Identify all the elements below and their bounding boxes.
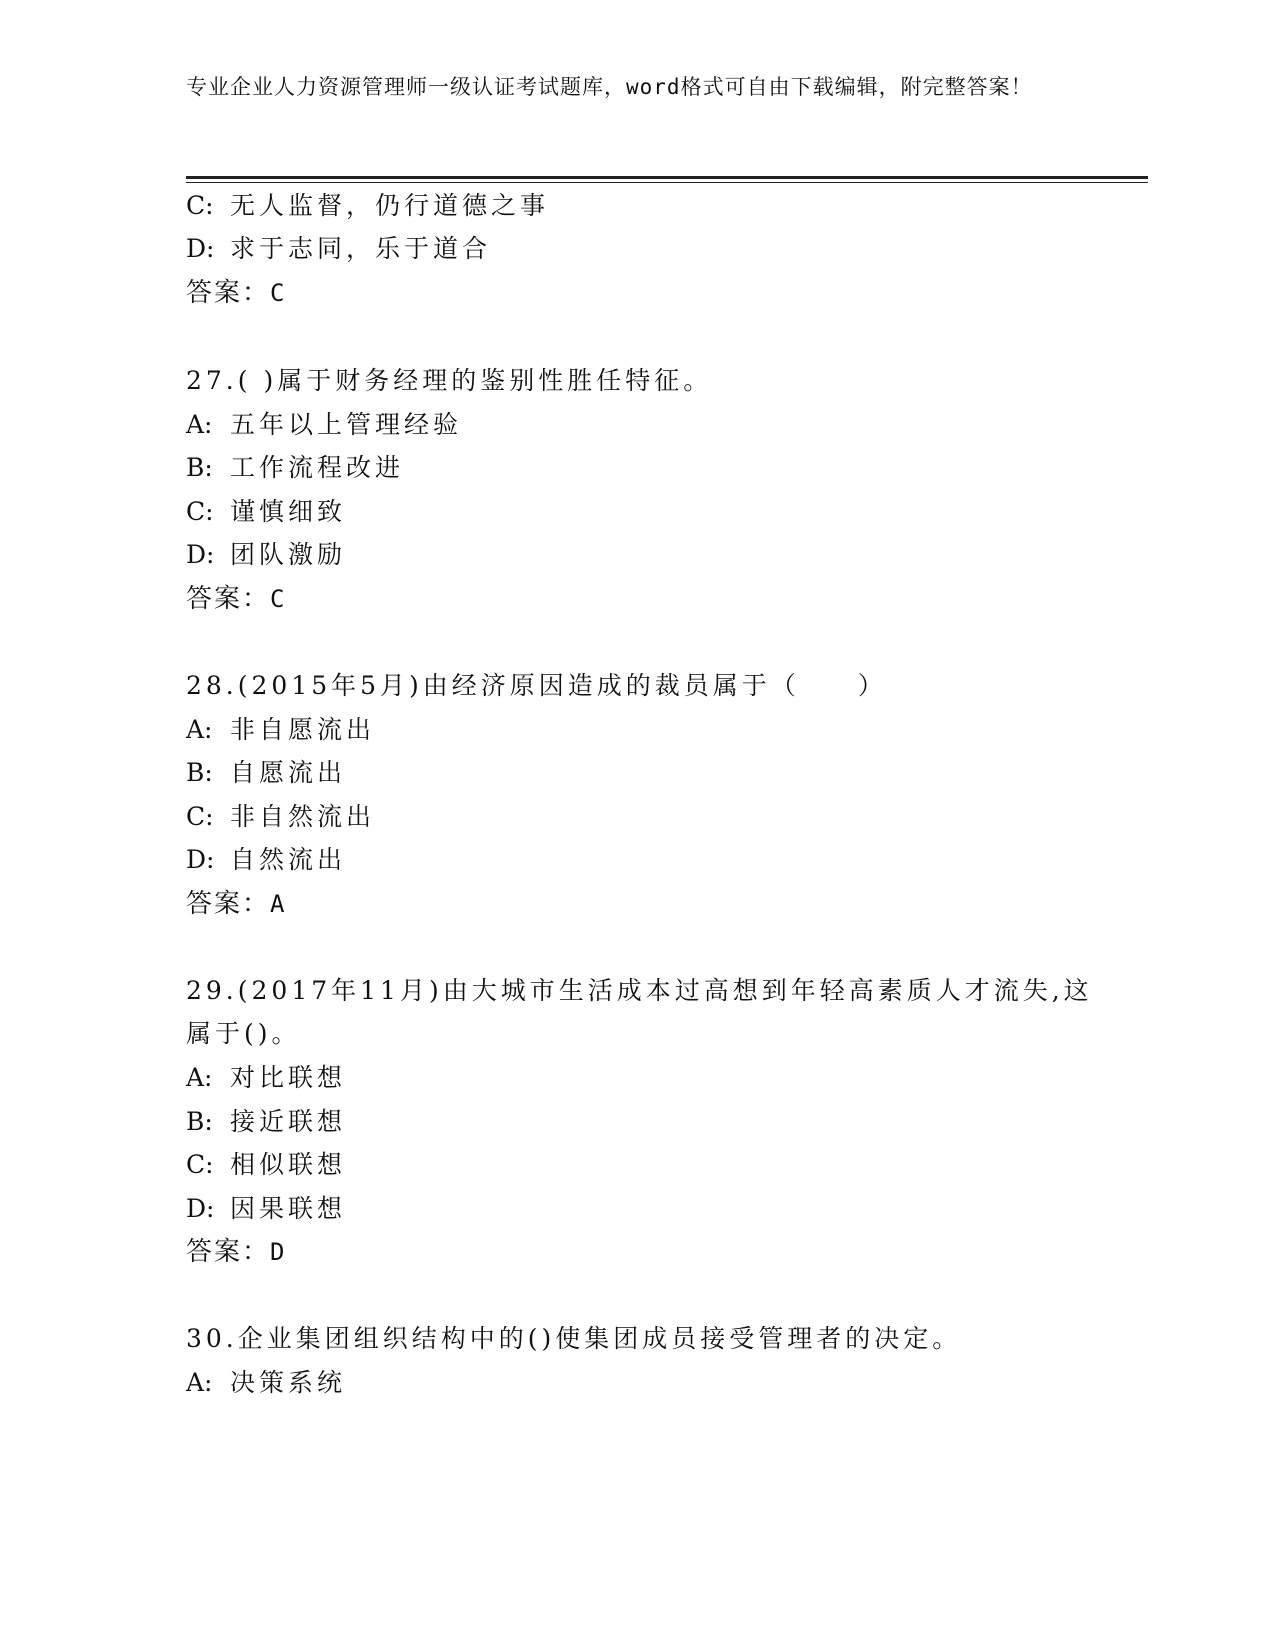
answer-line: 答案：C	[186, 278, 287, 308]
question-27-option-c: C: 谨慎细致	[186, 497, 347, 526]
question-30-stem: 30.企业集团组织结构中的()使集团成员接受管理者的决定。	[186, 1324, 962, 1353]
option-c: C: 无人监督，仍行道德之事	[186, 191, 550, 220]
option-d: D: 求于志同，乐于道合	[186, 234, 492, 263]
question-27-option-b: B: 工作流程改进	[186, 453, 405, 482]
question-29-answer: 答案：D	[186, 1237, 287, 1267]
question-29-option-a: A: 对比联想	[186, 1063, 347, 1092]
question-29-option-d: D: 因果联想	[186, 1194, 347, 1223]
question-29-option-c: C: 相似联想	[186, 1150, 347, 1179]
header-divider	[186, 176, 1148, 179]
question-29-stem: 29.(2017年11月)由大城市生活成本过高想到年轻高素质人才流失,这	[186, 976, 1093, 1005]
question-28-option-c: C: 非自然流出	[186, 802, 376, 831]
document-header: 专业企业人力资源管理师一级认证考试题库，word格式可自由下载编辑，附完整答案！	[186, 75, 1033, 99]
question-28-option-b: B: 自愿流出	[186, 758, 347, 787]
question-27-stem: 27.( )属于财务经理的鉴别性胜任特征。	[186, 366, 713, 395]
question-27-answer: 答案：C	[186, 584, 287, 614]
question-28-option-a: A: 非自愿流出	[186, 715, 376, 744]
question-28-option-d: D: 自然流出	[186, 845, 347, 874]
question-28-stem: 28.(2015年5月)由经济原因造成的裁员属于（ ）	[186, 671, 887, 700]
header-divider-thin	[186, 182, 1148, 183]
question-27-option-a: A: 五年以上管理经验	[186, 410, 463, 439]
question-27-option-d: D: 团队激励	[186, 540, 347, 569]
question-28-answer: 答案：A	[186, 889, 287, 919]
question-29-stem-continued: 属于()。	[186, 1019, 301, 1048]
question-30-option-a: A: 决策系统	[186, 1368, 347, 1397]
question-29-option-b: B: 接近联想	[186, 1107, 347, 1136]
